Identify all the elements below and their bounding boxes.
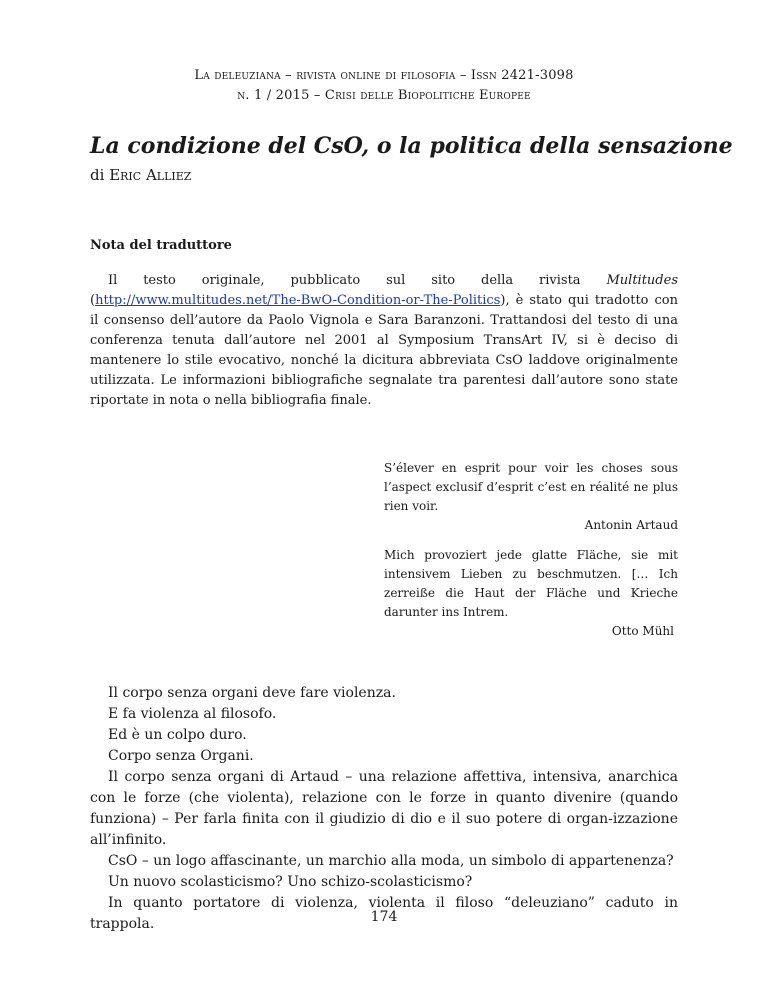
- body-paragraph: E fa violenza al filosofo.: [108, 706, 277, 722]
- header-issue-line: n. 1 / 2015 – Crisi delle Biopolitiche Europee: [237, 88, 531, 103]
- epigraph-muhl: [384, 546, 678, 641]
- epigraph-quote: Mich provoziert jede glatte Fläche, sie mit intensivem Lieben zu beschmutzen. [… Ich zerreiße die Haut der Fläche und Krieche darunter ins Intrem.: [384, 548, 678, 619]
- running-header: [0, 66, 768, 106]
- body-paragraph: In quanto portatore di violenza, violenta il filoso “deleuziano” caduto in trappola.: [90, 895, 678, 932]
- epigraph-author: Antonin Artaud: [584, 518, 678, 532]
- source-link[interactable]: http://www.multitudes.net/The-BwO-Condition-or-The-Politics: [95, 293, 501, 308]
- main-text: [90, 683, 678, 935]
- epigraph-artaud: [384, 459, 678, 535]
- author-name: Eric Alliez: [109, 166, 192, 184]
- note-text-1: Il testo originale, pubblicato sul sito della rivista: [108, 273, 607, 288]
- body-paragraph: Ed è un colpo duro.: [108, 727, 247, 743]
- body-paragraph: Corpo senza Organi.: [108, 748, 254, 764]
- byline-prefix: di: [90, 166, 105, 184]
- note-text-3: ), è stato qui tradotto con il consenso dell’autore da Paolo Vignola e Sara Baranzoni. Trattandosi del testo di una conferenza tenuta dall’autore nel 2001 al Symposium TransArt IV, si è deciso di mantenere lo stile evocativo, nonché la dicitura abbreviata CsO laddove originalmente utilizzata. Le informazioni bibliografiche segnalate tra parentesi dall’autore sono state riportate in nota o nella bibliografia finale.: [90, 293, 678, 408]
- translator-note-paragraph: [90, 271, 678, 411]
- body-paragraph: CsO – un logo affascinante, un marchio alla moda, un simbolo di appartenenza?: [108, 853, 674, 869]
- journal-name: Multitudes: [606, 273, 678, 288]
- body-paragraph: Il corpo senza organi di Artaud – una relazione affettiva, intensiva, anarchica con le forze (che violenta), relazione con le forze in quanto divenire (quando funziona) – Per farla finita con il giudizio di dio e il suo potere di organ-izzazione all’infinito.: [90, 769, 678, 848]
- byline: [90, 166, 191, 184]
- body-paragraph: Il corpo senza organi deve fare violenza.: [108, 685, 396, 701]
- epigraph-quote: S’élever en esprit pour voir les choses sous l’aspect exclusif d’esprit c’est en réalité ne plus rien voir.: [384, 461, 678, 513]
- note-text-2: (: [90, 293, 96, 308]
- page-number: 174: [370, 909, 398, 925]
- translator-note-heading: Nota del traduttore: [90, 238, 232, 253]
- epigraph-author: Otto Mühl: [611, 624, 674, 638]
- body-paragraph: Un nuovo scolasticismo? Uno schizo-scolasticismo?: [108, 874, 473, 890]
- article-title: La condizione del CsO, o la politica della sensazione: [90, 133, 733, 159]
- header-journal-line: La deleuziana – rivista online di filosofia – Issn 2421-3098: [194, 68, 574, 83]
